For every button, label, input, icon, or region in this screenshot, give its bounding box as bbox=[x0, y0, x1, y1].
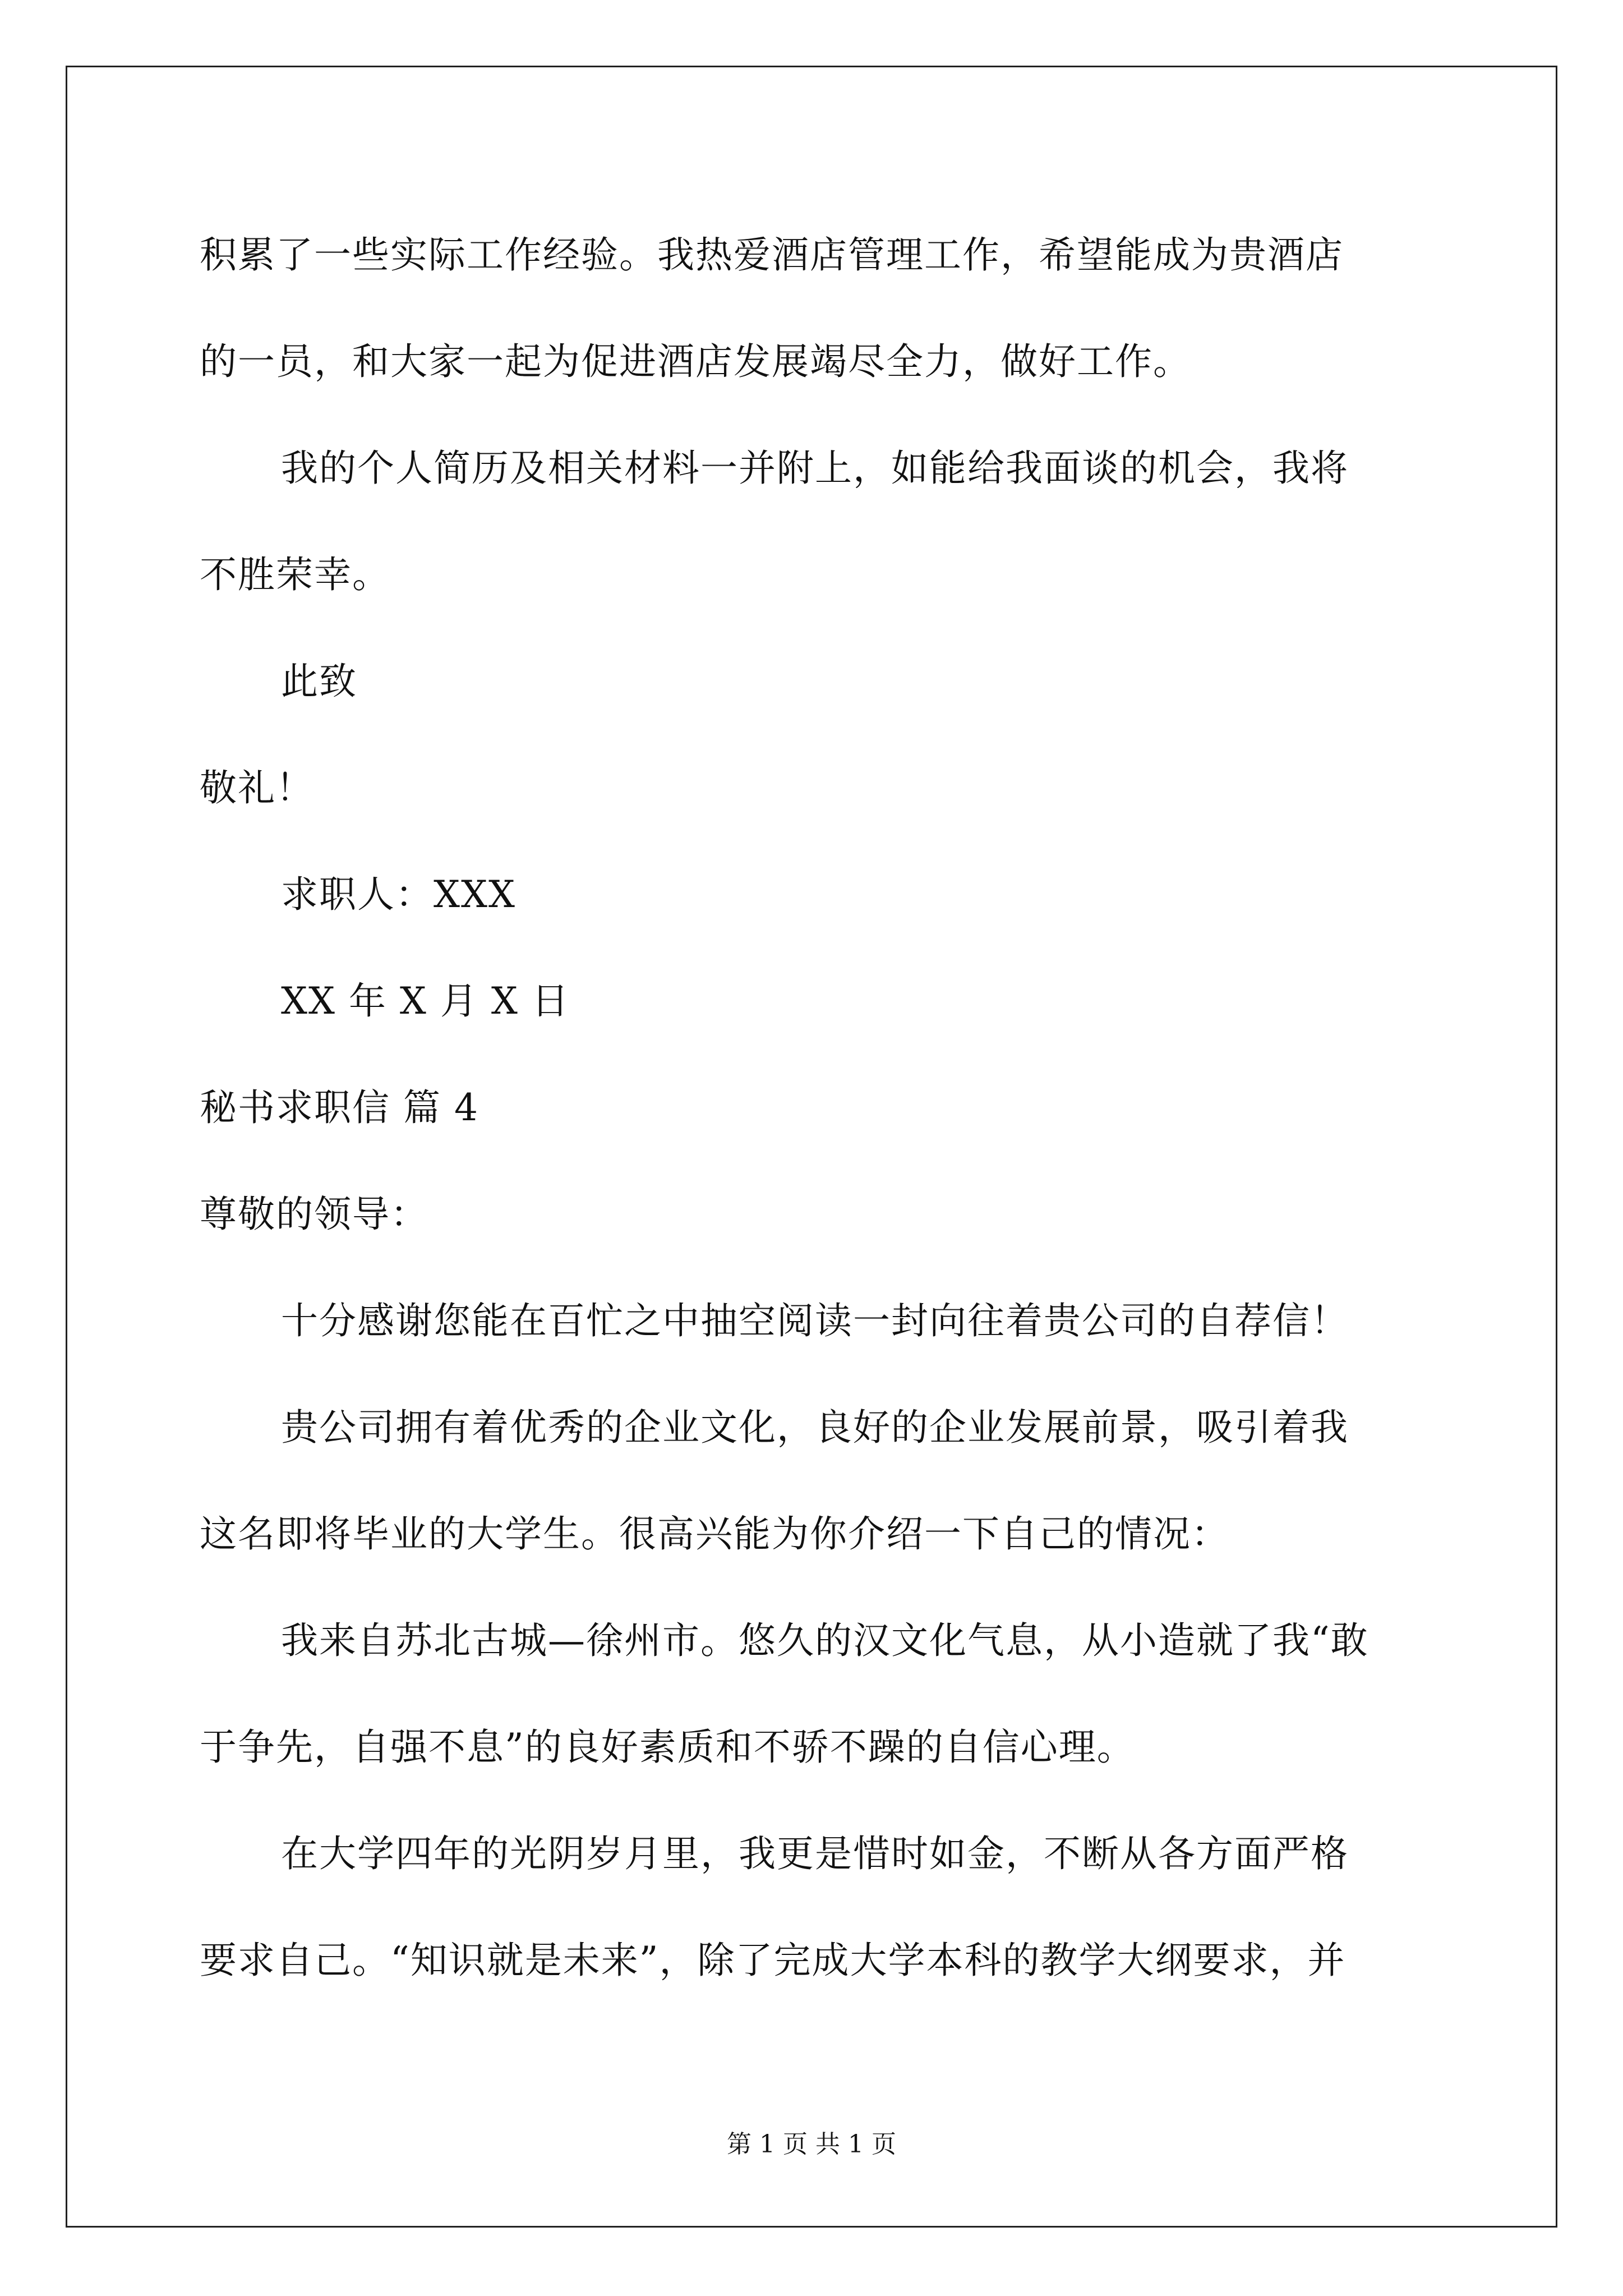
body-line: 贵公司拥有着优秀的企业文化，良好的企业发展前景，吸引着我 bbox=[281, 1406, 1349, 1449]
letter-date: XX 年 X 月 X 日 bbox=[281, 979, 570, 1023]
salutation-closing: 此致 bbox=[281, 660, 357, 703]
body-line: 的一员，和大家一起为促进酒店发展竭尽全力，做好工作。 bbox=[200, 340, 1191, 383]
greeting: 尊敬的领导： bbox=[200, 1193, 428, 1236]
body-line: 于争先，自强不息”的良好素质和不骄不躁的自信心理。 bbox=[200, 1726, 1135, 1769]
body-line: 这名即将毕业的大学生。很高兴能为你介绍一下自己的情况： bbox=[200, 1512, 1229, 1556]
section-heading: 秘书求职信 篇 4 bbox=[200, 1086, 479, 1129]
body-line: 我来自苏北古城—徐州市。悠久的汉文化气息，从小造就了我“敢 bbox=[281, 1619, 1369, 1662]
page-footer: 第 1 页 共 1 页 bbox=[727, 2130, 896, 2159]
applicant-signature: 求职人：XXX bbox=[281, 873, 516, 916]
document-body bbox=[200, 202, 1428, 2014]
salutation-regards: 敬礼！ bbox=[200, 766, 314, 809]
body-line: 十分感谢您能在百忙之中抽空阅读一封向往着贵公司的自荐信！ bbox=[281, 1299, 1349, 1342]
body-line: 不胜荣幸。 bbox=[200, 553, 390, 596]
body-line: 我的个人简历及相关材料一并附上，如能给我面谈的机会，我将 bbox=[281, 447, 1349, 490]
body-line: 在大学四年的光阴岁月里，我更是惜时如金，不断从各方面严格 bbox=[281, 1832, 1349, 1875]
body-line: 积累了一些实际工作经验。我热爱酒店管理工作，希望能成为贵酒店 bbox=[200, 233, 1344, 277]
body-line: 要求自己。“知识就是未来”，除了完成大学本科的教学大纲要求，并 bbox=[200, 1939, 1346, 1982]
